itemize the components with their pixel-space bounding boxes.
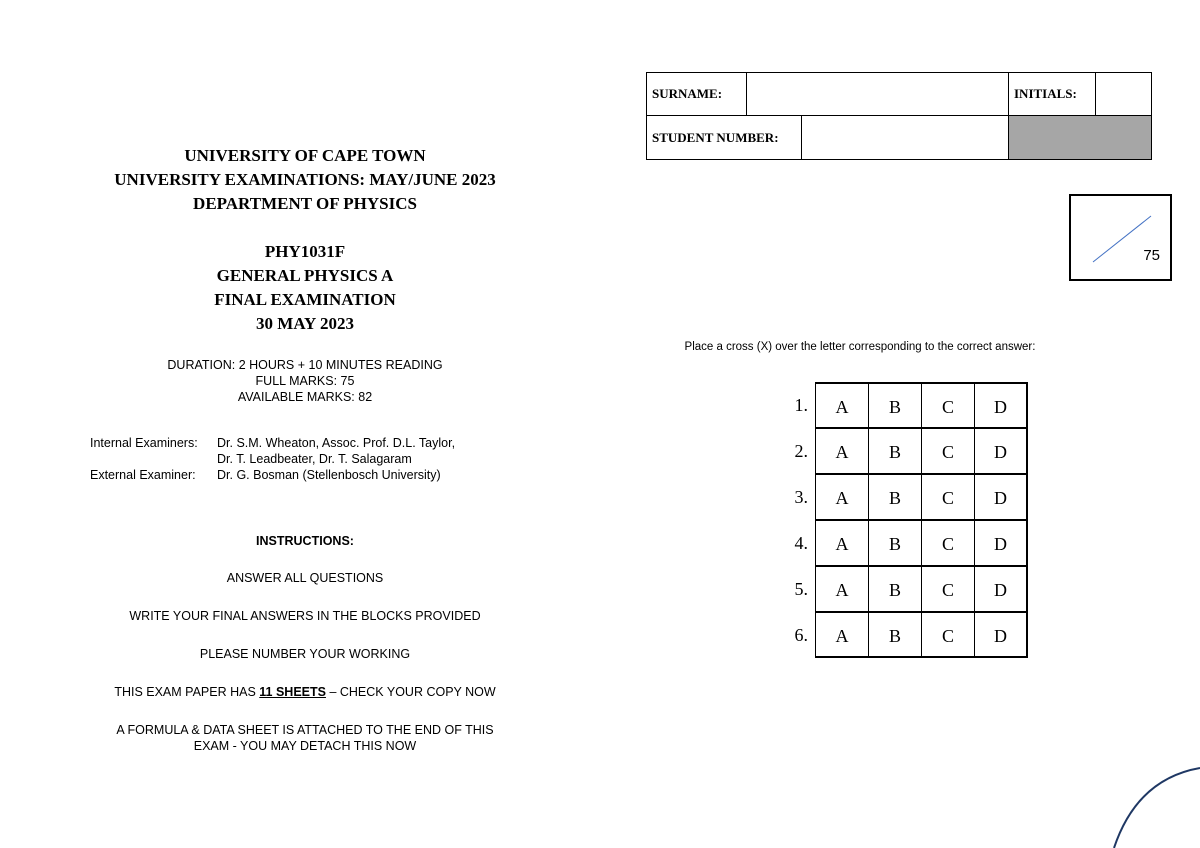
mcq-option[interactable]: A [815, 612, 869, 658]
mcq-option[interactable]: A [815, 520, 869, 566]
mcq-row [780, 520, 1040, 566]
score-total: 75 [1143, 247, 1160, 264]
mcq-option[interactable]: C [921, 382, 975, 428]
instruction-number-working: PLEASE NUMBER YOUR WORKING [199, 647, 411, 661]
duration: DURATION: 2 HOURS + 10 MINUTES READING [167, 358, 443, 372]
mcq-row [780, 566, 1040, 612]
mcq-option[interactable]: B [868, 428, 922, 474]
external-examiner-label: External Examiner: [90, 468, 196, 482]
question-number: 1. [794, 395, 808, 415]
mcq-row [780, 612, 1040, 658]
instruction-answer-all: ANSWER ALL QUESTIONS [226, 571, 384, 585]
external-examiner-value: Dr. G. Bosman (Stellenbosch University) [217, 468, 441, 482]
initials-label: INITIALS: [1008, 72, 1096, 116]
mcq-option[interactable]: D [974, 612, 1028, 658]
student-number-label: STUDENT NUMBER: [646, 115, 802, 160]
examiners-block [90, 435, 455, 483]
internal-examiners-line2: Dr. T. Leadbeater, Dr. T. Salagaram [217, 452, 412, 466]
mcq-option[interactable]: A [815, 474, 869, 520]
mcq-instruction: Place a cross (X) over the letter corresponding to the correct answer: [684, 341, 1036, 353]
question-number: 3. [794, 487, 808, 507]
student-id-table [646, 72, 1152, 160]
mcq-option[interactable]: D [974, 428, 1028, 474]
mcq-row [780, 382, 1040, 428]
exam-type: FINAL EXAMINATION [214, 290, 396, 309]
instruction-formula-sheet-line1: A FORMULA & DATA SHEET IS ATTACHED TO THE END OF THIS [116, 723, 494, 737]
initials-field[interactable] [1095, 72, 1152, 116]
mcq-option[interactable]: D [974, 382, 1028, 428]
sheets-prefix: THIS EXAM PAPER HAS [114, 685, 260, 699]
score-slash [1071, 196, 1170, 279]
exam-date: 30 MAY 2023 [256, 314, 354, 333]
mcq-option[interactable]: C [921, 612, 975, 658]
mcq-option[interactable]: A [815, 382, 869, 428]
student-number-field[interactable] [801, 115, 1009, 160]
mcq-option[interactable]: A [815, 428, 869, 474]
mcq-option[interactable]: A [815, 566, 869, 612]
question-number: 6. [794, 625, 808, 645]
surname-label: SURNAME: [646, 72, 747, 116]
internal-examiners-line1: Dr. S.M. Wheaton, Assoc. Prof. D.L. Taylor, [217, 436, 456, 450]
instructions-title: INSTRUCTIONS: [256, 534, 354, 548]
department-name: DEPARTMENT OF PHYSICS [193, 194, 417, 213]
page-curl-decoration [1100, 760, 1200, 848]
available-marks: AVAILABLE MARKS: 82 [237, 390, 373, 404]
course-block [60, 240, 550, 336]
surname-field[interactable] [746, 72, 1009, 116]
mcq-row [780, 474, 1040, 520]
university-name: UNIVERSITY OF CAPE TOWN [184, 146, 426, 165]
mcq-option[interactable]: B [868, 382, 922, 428]
course-code: PHY1031F [264, 242, 346, 261]
mcq-row [780, 428, 1040, 474]
score-box [1069, 194, 1172, 281]
mcq-option[interactable]: C [921, 428, 975, 474]
mcq-option[interactable]: D [974, 474, 1028, 520]
instruction-final-answers: WRITE YOUR FINAL ANSWERS IN THE BLOCKS PROVIDED [129, 609, 481, 623]
mcq-option[interactable]: C [921, 566, 975, 612]
mcq-option[interactable]: B [868, 474, 922, 520]
instruction-sheets [60, 684, 550, 700]
question-number: 4. [794, 533, 808, 553]
question-number: 5. [794, 579, 808, 599]
mcq-option[interactable]: B [868, 566, 922, 612]
question-number: 2. [794, 441, 808, 461]
full-marks: FULL MARKS: 75 [255, 374, 355, 388]
mcq-option[interactable]: B [868, 612, 922, 658]
internal-examiners-label: Internal Examiners: [90, 436, 198, 450]
sheets-suffix: – CHECK YOUR COPY NOW [325, 685, 496, 699]
shaded-cell [1008, 115, 1152, 160]
instruction-formula-sheet-line2: EXAM - YOU MAY DETACH THIS NOW [193, 739, 417, 753]
mcq-option[interactable]: B [868, 520, 922, 566]
exam-session: UNIVERSITY EXAMINATIONS: MAY/JUNE 2023 [114, 170, 496, 189]
marks-block [60, 357, 550, 405]
course-name: GENERAL PHYSICS A [216, 266, 394, 285]
sheets-count: 11 SHEETS [259, 685, 326, 699]
exam-header [60, 144, 550, 216]
mcq-option[interactable]: C [921, 474, 975, 520]
instructions-block [60, 533, 550, 754]
mcq-option[interactable]: C [921, 520, 975, 566]
mcq-option[interactable]: D [974, 520, 1028, 566]
mcq-option[interactable]: D [974, 566, 1028, 612]
